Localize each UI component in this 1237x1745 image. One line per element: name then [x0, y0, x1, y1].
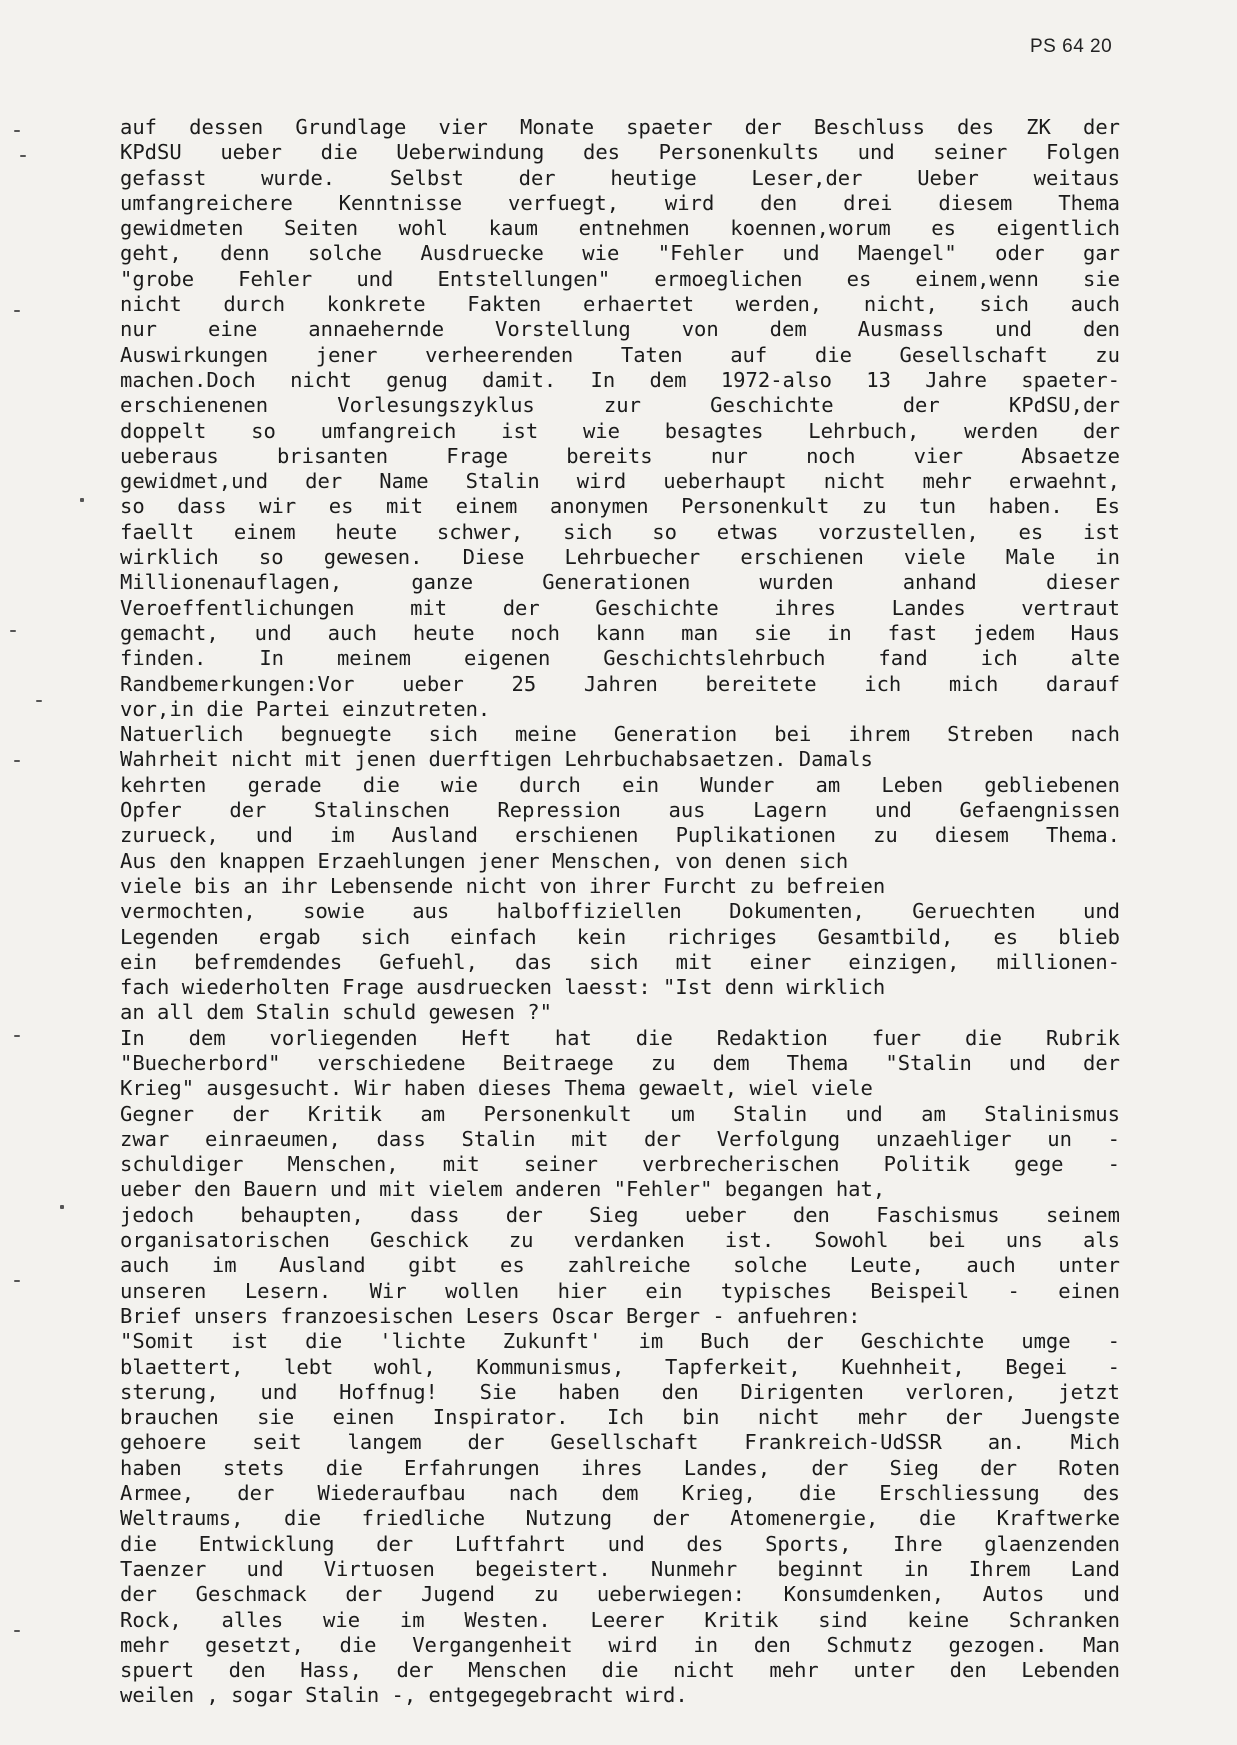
margin-mark — [14, 130, 20, 132]
text-line: jedoch behaupten, dass der Sieg ueber den Faschismus seinem — [120, 1202, 1120, 1227]
text-line: Krieg" ausgesucht. Wir haben dieses Thema gewaelt, wiel viele — [120, 1076, 873, 1101]
text-line: wirklich so gewesen. Diese Lehrbuecher erschienen viele Male in — [120, 545, 1120, 570]
text-line: organisatorischen Geschick zu verdanken ist. Sowohl bei uns als — [120, 1228, 1120, 1253]
text-line: vermochten, sowie aus halboffiziellen Dokumenten, Geruechten und — [120, 899, 1120, 924]
text-line: umfangreichere Kenntnisse verfuegt, wird den drei diesem Thema — [120, 190, 1120, 215]
text-line: geht, denn solche Ausdruecke wie "Fehler und Maengel" oder gar — [120, 241, 1120, 266]
text-line: Legenden ergab sich einfach kein richriges Gesamtbild, es blieb — [120, 924, 1120, 949]
text-line: Veroeffentlichungen mit der Geschichte ihres Landes vertraut — [120, 595, 1120, 620]
text-line: "Somit ist die 'lichte Zukunft' im Buch der Geschichte umge - — [120, 1329, 1120, 1354]
text-line: so dass wir es mit einem anonymen Personenkult zu tun haben. Es — [120, 494, 1120, 519]
text-line: brauchen sie einen Inspirator. Ich bin nicht mehr der Juengste — [120, 1405, 1120, 1430]
text-line: Brief unsers franzoesischen Lesers Oscar Berger - anfuehren: — [120, 1303, 861, 1328]
text-line: haben stets die Erfahrungen ihres Landes, der Sieg der Roten — [120, 1455, 1120, 1480]
text-line: machen.Doch nicht genug damit. In dem 1972-also 13 Jahre spaeter- — [120, 367, 1120, 392]
text-line: KPdSU ueber die Ueberwindung des Personenkults und seiner Folgen — [120, 140, 1120, 165]
text-line: blaettert, lebt wohl, Kommunismus, Tapferkeit, Kuehnheit, Begei - — [120, 1354, 1120, 1379]
text-line: gewidmet,und der Name Stalin wird ueberhaupt nicht mehr erwaehnt, — [120, 469, 1120, 494]
text-line: auf dessen Grundlage vier Monate spaeter der Beschluss des ZK der — [120, 115, 1120, 139]
text-line: fach wiederholten Frage ausdruecken laesst: "Ist denn wirklich — [120, 975, 886, 1000]
text-line: Aus den knappen Erzaehlungen jener Menschen, von denen sich — [120, 848, 849, 873]
text-line: unseren Lesern. Wir wollen hier ein typisches Beispeil - einen — [120, 1278, 1120, 1303]
text-line: ueberaus brisanten Frage bereits nur noch vier Absaetze — [120, 443, 1120, 468]
text-line: spuert den Hass, der Menschen die nicht mehr unter den Lebenden — [120, 1658, 1120, 1683]
margin-mark — [10, 630, 16, 632]
margin-mark — [36, 700, 42, 702]
margin-mark — [14, 1035, 20, 1037]
text-line: kehrten gerade die wie durch ein Wunder am Leben gebliebenen — [120, 772, 1120, 797]
text-line: Armee, der Wiederaufbau nach dem Krieg, die Erschliessung des — [120, 1481, 1120, 1506]
text-line: die Entwicklung der Luftfahrt und des Sports, Ihre glaenzenden — [120, 1531, 1120, 1556]
text-line: Taenzer und Virtuosen begeistert. Nunmehr beginnt in Ihrem Land — [120, 1556, 1120, 1581]
text-line: schuldiger Menschen, mit seiner verbrecherischen Politik gege - — [120, 1152, 1120, 1177]
text-line: weilen , sogar Stalin -, entgegegebracht wird. — [120, 1683, 688, 1708]
text-line: Natuerlich begnuegte sich meine Generation bei ihrem Streben nach — [120, 722, 1120, 747]
text-line: Wahrheit nicht mit jenen duerftigen Lehrbuchabsaetzen. Damals — [120, 747, 873, 772]
text-line: sterung, und Hoffnug! Sie haben den Dirigenten verloren, jetzt — [120, 1379, 1120, 1404]
margin-mark — [14, 1280, 20, 1282]
text-line: Millionenauflagen, ganze Generationen wurden anhand dieser — [120, 570, 1120, 595]
text-line: gemacht, und auch heute noch kann man sie in fast jedem Haus — [120, 620, 1120, 645]
text-line: der Geschmack der Jugend zu ueberwiegen: Konsumdenken, Autos und — [120, 1582, 1120, 1607]
text-line: nur eine annaehernde Vorstellung von dem Ausmass und den — [120, 317, 1120, 342]
text-line: viele bis an ihr Lebensende nicht von ihrer Furcht zu befreien — [120, 873, 886, 898]
text-line: Auswirkungen jener verheerenden Taten auf die Gesellschaft zu — [120, 342, 1120, 367]
margin-mark — [14, 310, 20, 312]
text-line: erschienenen Vorlesungszyklus zur Geschichte der KPdSU,der — [120, 393, 1120, 418]
text-line: Opfer der Stalinschen Repression aus Lagern und Gefaengnissen — [120, 798, 1120, 823]
text-line: doppelt so umfangreich ist wie besagtes Lehrbuch, werden der — [120, 418, 1120, 443]
text-line: faellt einem heute schwer, sich so etwas vorzustellen, es ist — [120, 519, 1120, 544]
text-line: gewidmeten Seiten wohl kaum entnehmen koennen,worum es eigentlich — [120, 216, 1120, 241]
text-line: zwar einraeumen, dass Stalin mit der Verfolgung unzaehliger un - — [120, 1126, 1120, 1151]
text-line: finden. In meinem eigenen Geschichtslehrbuch fand ich alte — [120, 646, 1120, 671]
text-line: "grobe Fehler und Entstellungen" ermoeglichen es einem,wenn sie — [120, 266, 1120, 291]
margin-mark — [20, 155, 26, 157]
text-line: gehoere seit langem der Gesellschaft Frankreich-UdSSR an. Mich — [120, 1430, 1120, 1455]
margin-mark — [14, 760, 20, 762]
text-line: Gegner der Kritik am Personenkult um Stalin und am Stalinismus — [120, 1101, 1120, 1126]
text-line: mehr gesetzt, die Vergangenheit wird in den Schmutz gezogen. Man — [120, 1632, 1120, 1657]
text-line: In dem vorliegenden Heft hat die Redaktion fuer die Rubrik — [120, 1025, 1120, 1050]
text-line: auch im Ausland gibt es zahlreiche solche Leute, auch unter — [120, 1253, 1120, 1278]
text-line: Rock, alles wie im Westen. Leerer Kritik sind keine Schranken — [120, 1607, 1120, 1632]
text-line: Randbemerkungen:Vor ueber 25 Jahren bereitete ich mich darauf — [120, 671, 1120, 696]
text-line: zurueck, und im Ausland erschienen Puplikationen zu diesem Thema. — [120, 823, 1120, 848]
text-line: vor,in die Partei einzutreten. — [120, 696, 491, 721]
text-line: Weltraums, die friedliche Nutzung der Atomenergie, die Kraftwerke — [120, 1506, 1120, 1531]
text-line: ueber den Bauern und mit vielem anderen "Fehler" begangen hat, — [120, 1177, 886, 1202]
body-text — [120, 115, 1120, 1709]
text-line: ein befremdendes Gefuehl, das sich mit einer einzigen, millionen- — [120, 949, 1120, 974]
text-line: an all dem Stalin schuld gewesen ?" — [120, 1000, 552, 1025]
text-line: gefasst wurde. Selbst der heutige Leser,der Ueber weitaus — [120, 165, 1120, 190]
text-line: "Buecherbord" verschiedene Beitraege zu dem Thema "Stalin und der — [120, 1050, 1120, 1075]
text-line: nicht durch konkrete Fakten erhaertet werden, nicht, sich auch — [120, 292, 1120, 317]
page-number: PS 64 20 — [1030, 36, 1113, 57]
margin-mark — [80, 498, 84, 502]
margin-mark — [60, 1205, 64, 1209]
margin-mark — [14, 1630, 20, 1632]
